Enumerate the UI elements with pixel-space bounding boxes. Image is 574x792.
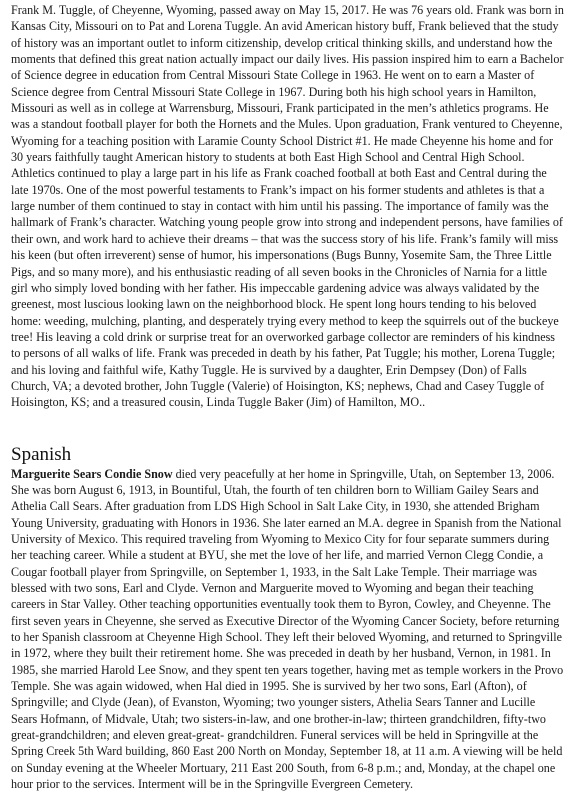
obituary-paragraph-frank-tuggle: Frank M. Tuggle, of Cheyenne, Wyoming, passed away on May 15, 2017. He was 76 years old. Frank was born in Kansas City, Missouri on to Pat and Lorena Tuggle. An avid American history buff, Frank believed that the study of history was an important outlet to inform citizenship, develop critical thinking skills, and understand how the moments that defined this great nation actually impact our daily lives. His passion inspired him to earn a Bachelor of Science degree in education from Central Missouri State College in 1963. He went on to earn a Master of Science degree from Central Missouri State College in 1967. During both his high school years in Hamilton, Missouri as well as in college at Warrensburg, Missouri, Frank participated in the men’s athletics programs. He was a standout football player for both the Hornets and the Mules. Upon graduation, Frank ventured to Cheyenne, Wyoming for a teaching position with Laramie County School District #1. He made Cheyenne his home and for 30 years faithfully taught American history to students at both East High School and Central High School. Athletics continued to play a large part in his life as Frank coached football at both East and Central during the late 1970s. One of the most powerful testaments to Frank’s impact on his former students and athletes is that a large number of them continued to stay in contact with him until his passing. The importance of family was the hallmark of Frank’s character. Watching young people grow into strong and independent persons, have families of their own, and work hard to achieve their dreams – that was the success story of his life. Frank’s family will miss his keen (but often irreverent) sense of humor, his impersonations (Bugs Bunny, Yosemite Sam, the Three Little Pigs, and so many more), and his enthusiastic reading of all seven books in the Chronicles of Narnia for a little girl who simply loved bonding with her father. His impeccable gardening advice was always validated by the greenest, most luscious looking lawn on the neighborhood block. He spent long hours tending to his beloved home: weeding, mulching, planting, and desperately trying every method to keep the squirrels out of the buckeye tree! His leaving a cold drink or surprise treat for an overworked garbage collector are reminders of his kindness to persons of all walks of life. Frank was preceded in death by his father, Pat Tuggle; his mother, Lorena Tuggle; and his loving and faithful wife, Kathy Tuggle. He is survived by a daughter, Erin Dempsey (Don) of Falls Church, VA; a devoted brother, John Tuggle (Valerie) of Hoisington, KS; nephews, Chad and Casey Tuggle of Hoisington, KS; and a treasured cousin, Linda Tuggle Baker (Jim) of Hamilton, MO.. bbox=[11, 3, 564, 410]
obituary-paragraph-marguerite-snow bbox=[11, 466, 564, 792]
obituary-name: Marguerite Sears Condie Snow bbox=[11, 466, 173, 481]
document-page bbox=[11, 2, 564, 792]
section-spacer bbox=[11, 411, 564, 444]
obituary-body: died very peacefully at her home in Springville, Utah, on September 13, 2006. She was born August 6, 1913, in Bountiful, Utah, the fourth of ten children born to William Gailey Sears and Athelia Call Sears. After graduation from LDS High School in Salt Lake City, in 1930, she attended Brigham Young University, graduating with Honors in 1936. She later earned an M.A. degree in Spanish from the National University of Mexico. This required traveling from Wyoming to Mexico City for four separate summers during her teaching career. While a student at BYU, she met the love of her life, and married Vernon Clegg Condie, a Cougar football player from Springville, on September 1, 1933, in the Salt Lake Temple. Their marriage was blessed with two sons, Earl and Clyde. Vernon and Marguerite moved to Wyoming and began their teaching careers in Star Valley. Other teaching opportunities eventually took them to Byron, Cowley, and Cheyenne. The first seven years in Cheyenne, she served as Executive Director of the Wyoming Cancer Society, before returning to her Spanish classroom at Cheyenne High School. They left their beloved Wyoming, and returned to Springville in 1972, where they built their retirement home. She was preceded in death by her husband, Vernon, in 1981. In 1985, she married Harold Lee Snow, and they spent ten years together, having met as temple workers in the Provo Temple. She was again widowed, when Hal died in 1995. She is survived by her two sons, Earl (Afton), of Springville; and Clyde (Jean), of Evanston, Wyoming; two younger sisters, Athelia Sears Tanner and Lucille Sears Hofmann, of Midvale, Utah; two sisters-in-law, and one brother-in-law; thirteen grandchildren, fifty-two great-grandchildren; and eleven great-great- grandchildren. Funeral services will be held in Springville at the Spring Creek 5th Ward building, 860 East 200 North on Monday, September 18, at 11 a.m. A viewing will be held on Sunday evening at the Wheeler Mortuary, 211 East 200 South, from 6-8 p.m.; and, Monday, at the chapel one hour prior to the services. Interment will be in the Springville Evergreen Cemetery. bbox=[11, 466, 564, 792]
section-heading: Spanish bbox=[11, 443, 72, 465]
